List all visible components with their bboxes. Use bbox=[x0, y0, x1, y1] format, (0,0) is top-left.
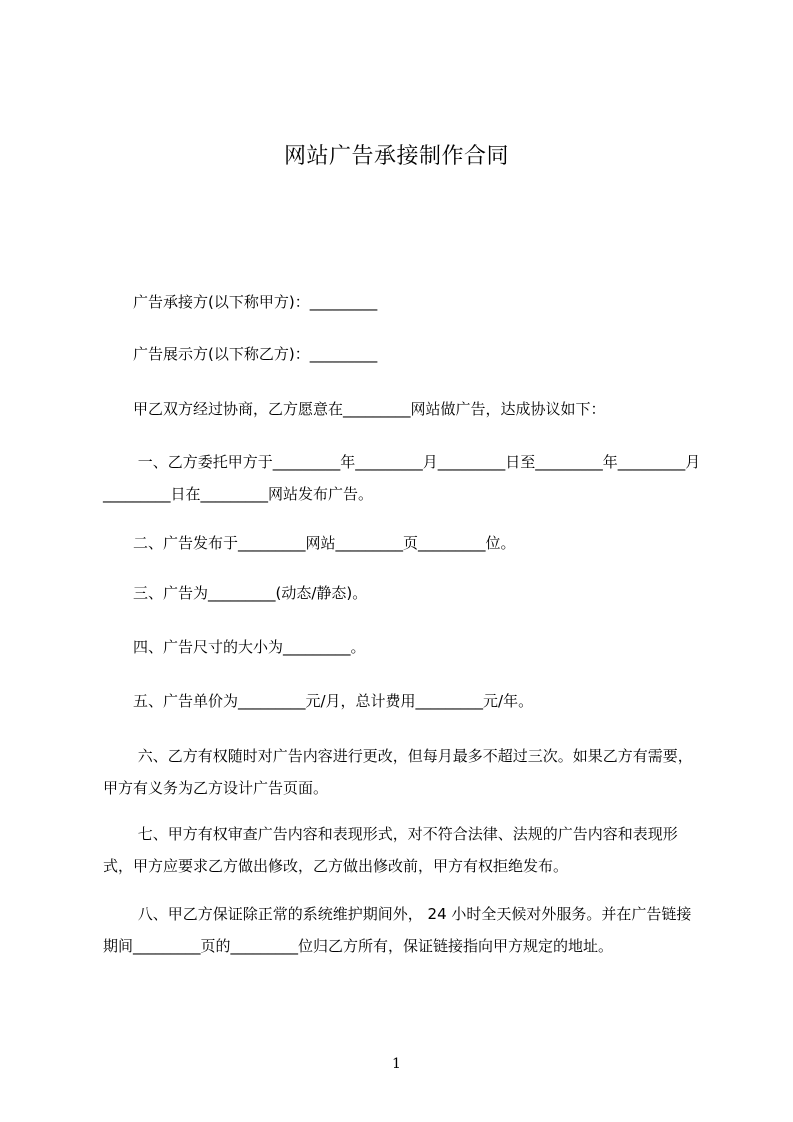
clause-7: 七、甲方有权审查广告内容和表现形式，对不符合法律、法规的广告内容和表现形式，甲方应要求乙方做出修改，乙方做出修改前，甲方有权拒绝发布。 bbox=[103, 825, 678, 875]
clause-4: 四、广告尺寸的大小为_________。 bbox=[103, 638, 366, 656]
clause-5: 五、广告单价为_________元/月，总计费用_________元/年。 bbox=[103, 692, 534, 710]
clause-8: 八、甲乙方保证除正常的系统维护期间外， 24 小时全天候对外服务。并在广告链接期间_________页的_________位归乙方所有，保证链接指向甲方规定的地址。 bbox=[103, 905, 692, 955]
page-number: 1 bbox=[392, 1056, 401, 1072]
clause-2: 二、广告发布于_________网站_________页_________位。 bbox=[103, 534, 516, 552]
party-b-line: 广告展示方(以下称乙方)：_________ bbox=[103, 345, 378, 363]
party-a-line: 广告承接方(以下称甲方)：_________ bbox=[103, 293, 378, 311]
clause-1: 一、乙方委托甲方于_________年_________月_________日至_________年_________月_________日在_________网站发布广告。 bbox=[103, 453, 701, 503]
clause-3: 三、广告为_________(动态/静态)。 bbox=[103, 584, 368, 602]
clause-6: 六、乙方有权随时对广告内容进行更改，但每月最多不超过三次。如果乙方有需要，甲方有义务为乙方设计广告页面。 bbox=[103, 747, 693, 797]
document-title: 网站广告承接制作合同 bbox=[283, 144, 509, 169]
agreement-intro: 甲乙双方经过协商，乙方愿意在_________网站做广告，达成协议如下： bbox=[103, 400, 606, 418]
